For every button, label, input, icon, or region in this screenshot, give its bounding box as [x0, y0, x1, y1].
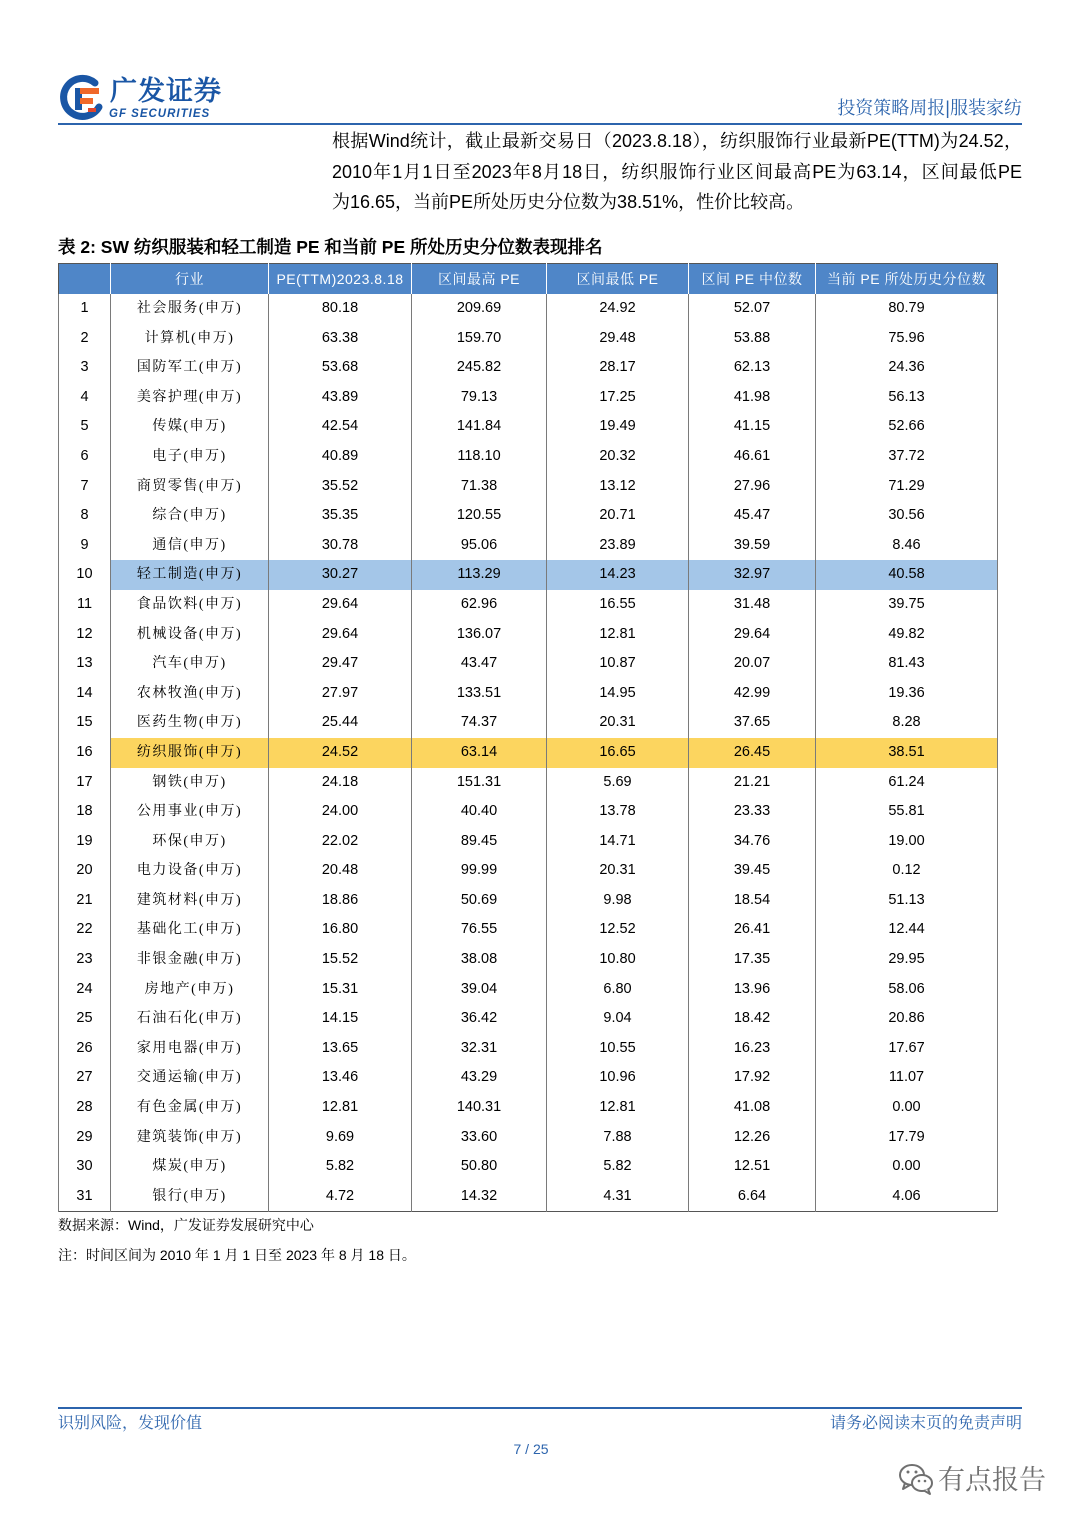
rank-cell: 24	[59, 975, 111, 1005]
table-row	[59, 383, 998, 413]
pe-ttm-cell: 30.27	[269, 560, 412, 590]
footer-divider	[58, 1407, 1022, 1409]
footer-disclaimer: 请务必阅读末页的免责声明	[829, 1415, 1022, 1432]
pe-max-cell: 71.38	[412, 472, 547, 502]
pe-min-cell: 16.65	[547, 738, 689, 768]
rank-cell: 25	[59, 1004, 111, 1034]
pe-max-cell: 89.45	[412, 827, 547, 857]
pe-median-cell: 21.21	[689, 768, 816, 798]
pe-max-cell: 99.99	[412, 856, 547, 886]
industry-cell: 交通运输(申万)	[111, 1063, 269, 1093]
table-row	[59, 590, 998, 620]
pe-min-cell: 16.55	[547, 590, 689, 620]
pe-ttm-cell: 29.64	[269, 590, 412, 620]
industry-cell: 食品饮料(申万)	[111, 590, 269, 620]
pe-ttm-cell: 43.89	[269, 383, 412, 413]
rank-cell: 17	[59, 768, 111, 798]
pe-median-cell: 27.96	[689, 472, 816, 502]
pe-ttm-cell: 25.44	[269, 708, 412, 738]
pe-median-cell: 41.08	[689, 1093, 816, 1123]
percentile-cell: 49.82	[816, 620, 998, 650]
percentile-cell: 40.58	[816, 560, 998, 590]
table-row	[59, 560, 998, 590]
page-number: 7 / 25	[513, 1441, 549, 1457]
industry-cell: 电力设备(申万)	[111, 856, 269, 886]
rank-cell: 9	[59, 531, 111, 561]
rank-cell: 23	[59, 945, 111, 975]
percentile-cell: 55.81	[816, 797, 998, 827]
table-notes	[58, 1210, 416, 1270]
percentile-cell: 24.36	[816, 353, 998, 383]
pe-min-cell: 20.31	[547, 856, 689, 886]
pe-median-cell: 45.47	[689, 501, 816, 531]
rank-cell: 27	[59, 1063, 111, 1093]
table-row	[59, 915, 998, 945]
pe-max-cell: 50.69	[412, 886, 547, 916]
pe-min-cell: 14.71	[547, 827, 689, 857]
percentile-cell: 80.79	[816, 294, 998, 324]
percentile-cell: 39.75	[816, 590, 998, 620]
data-source-note: 数据来源：Wind，广发证券发展研究中心	[58, 1217, 314, 1233]
pe-median-cell: 37.65	[689, 708, 816, 738]
industry-cell: 石油石化(申万)	[111, 1004, 269, 1034]
industry-cell: 计算机(申万)	[111, 324, 269, 354]
table-row	[59, 649, 998, 679]
table-row	[59, 945, 998, 975]
percentile-cell: 61.24	[816, 768, 998, 798]
pe-max-cell: 159.70	[412, 324, 547, 354]
table-row	[59, 856, 998, 886]
table-body	[59, 294, 998, 1212]
pe-max-cell: 76.55	[412, 915, 547, 945]
pe-min-cell: 14.95	[547, 679, 689, 709]
percentile-cell: 81.43	[816, 649, 998, 679]
rank-cell: 13	[59, 649, 111, 679]
pe-median-cell: 52.07	[689, 294, 816, 324]
pe-ttm-cell: 24.52	[269, 738, 412, 768]
pe-ttm-cell: 29.64	[269, 620, 412, 650]
pe-ttm-cell: 24.00	[269, 797, 412, 827]
body-paragraph-line: 2010年1月1日至2023年8月18日，纺织服饰行业区间最高PE为63.14，区间最低PE	[332, 161, 1022, 182]
table-row	[59, 1063, 998, 1093]
industry-cell: 纺织服饰(申万)	[111, 738, 269, 768]
industry-cell: 美容护理(申万)	[111, 383, 269, 413]
industry-cell: 电子(申万)	[111, 442, 269, 472]
pe-min-cell: 14.23	[547, 560, 689, 590]
pe-max-cell: 62.96	[412, 590, 547, 620]
rank-cell: 22	[59, 915, 111, 945]
pe-median-cell: 18.42	[689, 1004, 816, 1034]
industry-cell: 基础化工(申万)	[111, 915, 269, 945]
pe-ttm-cell: 40.89	[269, 442, 412, 472]
pe-max-cell: 133.51	[412, 679, 547, 709]
pe-median-cell: 26.45	[689, 738, 816, 768]
pe-ttm-cell: 12.81	[269, 1093, 412, 1123]
pe-ttm-cell: 15.31	[269, 975, 412, 1005]
watermark-text: 有点报告	[938, 1465, 1046, 1495]
percentile-cell: 30.56	[816, 501, 998, 531]
rank-cell: 7	[59, 472, 111, 502]
pe-median-cell: 18.54	[689, 886, 816, 916]
pe-max-cell: 118.10	[412, 442, 547, 472]
pe-median-cell: 23.33	[689, 797, 816, 827]
pe-max-cell: 245.82	[412, 353, 547, 383]
pe-ttm-cell: 13.65	[269, 1034, 412, 1064]
table-row	[59, 975, 998, 1005]
pe-max-cell: 74.37	[412, 708, 547, 738]
pe-min-cell: 7.88	[547, 1123, 689, 1153]
pe-min-header-cell: 区间最低 PE	[547, 264, 689, 295]
industry-cell: 银行(申万)	[111, 1182, 269, 1212]
table-row	[59, 1152, 998, 1182]
percentile-cell: 58.06	[816, 975, 998, 1005]
table-row	[59, 1034, 998, 1064]
wechat-icon	[898, 1462, 934, 1496]
pe-median-cell: 20.07	[689, 649, 816, 679]
rank-cell: 3	[59, 353, 111, 383]
pe-max-cell: 40.40	[412, 797, 547, 827]
table-row	[59, 412, 998, 442]
rank-cell: 26	[59, 1034, 111, 1064]
pe-ttm-header-cell: PE(TTM)2023.8.18	[269, 264, 412, 295]
pe-median-cell: 39.45	[689, 856, 816, 886]
pe-min-cell: 5.69	[547, 768, 689, 798]
rank-cell: 16	[59, 738, 111, 768]
rank-cell: 14	[59, 679, 111, 709]
table-row	[59, 353, 998, 383]
pe-ttm-cell: 5.82	[269, 1152, 412, 1182]
table-row	[59, 886, 998, 916]
rank-cell: 30	[59, 1152, 111, 1182]
rank-cell: 31	[59, 1182, 111, 1212]
pe-median-header-cell: 区间 PE 中位数	[689, 264, 816, 295]
industry-cell: 有色金属(申万)	[111, 1093, 269, 1123]
table-row	[59, 827, 998, 857]
pe-max-cell: 151.31	[412, 768, 547, 798]
pe-min-cell: 5.82	[547, 1152, 689, 1182]
table-row	[59, 679, 998, 709]
percentile-cell: 20.86	[816, 1004, 998, 1034]
logo-name-cn: 广发证券	[110, 76, 222, 106]
industry-cell: 医药生物(申万)	[111, 708, 269, 738]
percentile-cell: 38.51	[816, 738, 998, 768]
percentile-cell: 56.13	[816, 383, 998, 413]
rank-cell: 19	[59, 827, 111, 857]
pe-ttm-cell: 15.52	[269, 945, 412, 975]
pe-median-cell: 39.59	[689, 531, 816, 561]
pe-median-cell: 17.35	[689, 945, 816, 975]
pe-ttm-cell: 24.18	[269, 768, 412, 798]
pe-min-cell: 12.81	[547, 1093, 689, 1123]
pe-median-cell: 17.92	[689, 1063, 816, 1093]
industry-cell: 汽车(申万)	[111, 649, 269, 679]
table-row	[59, 1093, 998, 1123]
pe-ttm-cell: 80.18	[269, 294, 412, 324]
industry-cell: 家用电器(申万)	[111, 1034, 269, 1064]
percentile-cell: 19.00	[816, 827, 998, 857]
industry-cell: 国防军工(申万)	[111, 353, 269, 383]
pe-median-cell: 12.51	[689, 1152, 816, 1182]
table-row	[59, 294, 998, 324]
table-header-row	[59, 264, 998, 295]
percentile-cell: 11.07	[816, 1063, 998, 1093]
pe-max-cell: 50.80	[412, 1152, 547, 1182]
pe-ttm-cell: 18.86	[269, 886, 412, 916]
table-row	[59, 708, 998, 738]
pe-ranking-table	[58, 263, 998, 1212]
pe-min-cell: 9.98	[547, 886, 689, 916]
industry-cell: 通信(申万)	[111, 531, 269, 561]
rank-cell: 6	[59, 442, 111, 472]
pe-median-cell: 16.23	[689, 1034, 816, 1064]
table-row	[59, 501, 998, 531]
pe-ttm-cell: 53.68	[269, 353, 412, 383]
pe-ttm-cell: 27.97	[269, 679, 412, 709]
pe-min-cell: 9.04	[547, 1004, 689, 1034]
pe-ttm-cell: 4.72	[269, 1182, 412, 1212]
company-logo	[58, 74, 233, 124]
rank-header-cell	[59, 264, 111, 295]
industry-header-cell: 行业	[111, 264, 269, 295]
pe-median-cell: 42.99	[689, 679, 816, 709]
rank-cell: 5	[59, 412, 111, 442]
body-paragraph-line: 为16.65，当前PE所处历史分位数为38.51%，性价比较高。	[332, 192, 805, 212]
table-row	[59, 738, 998, 768]
pe-ttm-cell: 35.35	[269, 501, 412, 531]
table-row	[59, 531, 998, 561]
pe-median-cell: 31.48	[689, 590, 816, 620]
pe-median-cell: 53.88	[689, 324, 816, 354]
rank-cell: 8	[59, 501, 111, 531]
industry-cell: 非银金融(申万)	[111, 945, 269, 975]
body-paragraph	[332, 126, 1022, 218]
pe-ttm-cell: 16.80	[269, 915, 412, 945]
percentile-cell: 4.06	[816, 1182, 998, 1212]
pe-median-cell: 46.61	[689, 442, 816, 472]
industry-cell: 农林牧渔(申万)	[111, 679, 269, 709]
table-header	[59, 264, 998, 295]
pe-median-cell: 26.41	[689, 915, 816, 945]
pe-min-cell: 24.92	[547, 294, 689, 324]
pe-ttm-cell: 35.52	[269, 472, 412, 502]
pe-min-cell: 28.17	[547, 353, 689, 383]
table-row	[59, 1123, 998, 1153]
pe-min-cell: 17.25	[547, 383, 689, 413]
pe-max-cell: 141.84	[412, 412, 547, 442]
industry-cell: 综合(申万)	[111, 501, 269, 531]
pe-ttm-cell: 22.02	[269, 827, 412, 857]
table-row	[59, 472, 998, 502]
industry-cell: 房地产(申万)	[111, 975, 269, 1005]
pe-min-cell: 23.89	[547, 531, 689, 561]
pe-min-cell: 12.81	[547, 620, 689, 650]
table-row	[59, 1004, 998, 1034]
pe-max-cell: 136.07	[412, 620, 547, 650]
percentile-cell: 8.28	[816, 708, 998, 738]
rank-cell: 28	[59, 1093, 111, 1123]
industry-cell: 建筑装饰(申万)	[111, 1123, 269, 1153]
pe-max-cell: 113.29	[412, 560, 547, 590]
pe-min-cell: 20.32	[547, 442, 689, 472]
pe-min-cell: 13.78	[547, 797, 689, 827]
industry-cell: 公用事业(申万)	[111, 797, 269, 827]
rank-cell: 2	[59, 324, 111, 354]
header-divider	[58, 123, 1022, 125]
pe-max-cell: 32.31	[412, 1034, 547, 1064]
pe-min-cell: 10.80	[547, 945, 689, 975]
percentile-cell: 37.72	[816, 442, 998, 472]
pe-max-cell: 63.14	[412, 738, 547, 768]
rank-cell: 12	[59, 620, 111, 650]
percentile-cell: 8.46	[816, 531, 998, 561]
pe-median-cell: 32.97	[689, 560, 816, 590]
pe-median-cell: 34.76	[689, 827, 816, 857]
percentile-header-cell: 当前 PE 所处历史分位数	[816, 264, 998, 295]
table-row	[59, 797, 998, 827]
pe-median-cell: 29.64	[689, 620, 816, 650]
percentile-cell: 19.36	[816, 679, 998, 709]
percentile-cell: 51.13	[816, 886, 998, 916]
table-row	[59, 324, 998, 354]
percentile-cell: 12.44	[816, 915, 998, 945]
pe-ttm-cell: 42.54	[269, 412, 412, 442]
percentile-cell: 75.96	[816, 324, 998, 354]
rank-cell: 15	[59, 708, 111, 738]
percentile-cell: 29.95	[816, 945, 998, 975]
logo-name-en: GF SECURITIES	[109, 108, 211, 120]
rank-cell: 18	[59, 797, 111, 827]
rank-cell: 20	[59, 856, 111, 886]
pe-max-cell: 43.29	[412, 1063, 547, 1093]
industry-cell: 商贸零售(申万)	[111, 472, 269, 502]
pe-ttm-cell: 29.47	[269, 649, 412, 679]
industry-cell: 传媒(申万)	[111, 412, 269, 442]
percentile-cell: 17.67	[816, 1034, 998, 1064]
pe-min-cell: 29.48	[547, 324, 689, 354]
pe-max-header-cell: 区间最高 PE	[412, 264, 547, 295]
rank-cell: 11	[59, 590, 111, 620]
pe-max-cell: 120.55	[412, 501, 547, 531]
rank-cell: 1	[59, 294, 111, 324]
table-row	[59, 1182, 998, 1212]
pe-max-cell: 79.13	[412, 383, 547, 413]
industry-cell: 建筑材料(申万)	[111, 886, 269, 916]
pe-max-cell: 33.60	[412, 1123, 547, 1153]
rank-cell: 21	[59, 886, 111, 916]
pe-min-cell: 19.49	[547, 412, 689, 442]
table-row	[59, 768, 998, 798]
percentile-cell: 0.00	[816, 1093, 998, 1123]
report-type-label: 投资策略周报|服装家纺	[837, 98, 1022, 118]
pe-ttm-cell: 9.69	[269, 1123, 412, 1153]
rank-cell: 10	[59, 560, 111, 590]
industry-cell: 环保(申万)	[111, 827, 269, 857]
pe-median-cell: 41.98	[689, 383, 816, 413]
pe-median-cell: 62.13	[689, 353, 816, 383]
pe-min-cell: 4.31	[547, 1182, 689, 1212]
pe-min-cell: 10.96	[547, 1063, 689, 1093]
percentile-cell: 52.66	[816, 412, 998, 442]
percentile-cell: 0.00	[816, 1152, 998, 1182]
pe-median-cell: 12.26	[689, 1123, 816, 1153]
industry-cell: 钢铁(申万)	[111, 768, 269, 798]
footer-slogan: 识别风险，发现价值	[58, 1415, 203, 1432]
table-row	[59, 620, 998, 650]
pe-min-cell: 10.87	[547, 649, 689, 679]
pe-min-cell: 20.31	[547, 708, 689, 738]
pe-min-cell: 6.80	[547, 975, 689, 1005]
gf-logo-mark-icon	[58, 74, 106, 122]
pe-max-cell: 39.04	[412, 975, 547, 1005]
industry-cell: 机械设备(申万)	[111, 620, 269, 650]
industry-cell: 社会服务(申万)	[111, 294, 269, 324]
pe-max-cell: 140.31	[412, 1093, 547, 1123]
pe-ttm-cell: 14.15	[269, 1004, 412, 1034]
percentile-cell: 0.12	[816, 856, 998, 886]
pe-median-cell: 6.64	[689, 1182, 816, 1212]
pe-ttm-cell: 13.46	[269, 1063, 412, 1093]
pe-min-cell: 12.52	[547, 915, 689, 945]
rank-cell: 4	[59, 383, 111, 413]
pe-min-cell: 20.71	[547, 501, 689, 531]
pe-median-cell: 13.96	[689, 975, 816, 1005]
industry-cell: 轻工制造(申万)	[111, 560, 269, 590]
pe-min-cell: 13.12	[547, 472, 689, 502]
pe-median-cell: 41.15	[689, 412, 816, 442]
pe-ttm-cell: 30.78	[269, 531, 412, 561]
industry-cell: 煤炭(申万)	[111, 1152, 269, 1182]
pe-min-cell: 10.55	[547, 1034, 689, 1064]
body-paragraph-line: 根据Wind统计，截止最新交易日（2023.8.18），纺织服饰行业最新PE(TTM)为24.52，	[332, 131, 1022, 151]
table-row	[59, 442, 998, 472]
pe-max-cell: 43.47	[412, 649, 547, 679]
pe-ttm-cell: 63.38	[269, 324, 412, 354]
pe-max-cell: 209.69	[412, 294, 547, 324]
percentile-cell: 71.29	[816, 472, 998, 502]
time-range-note: 注：时间区间为 2010 年 1 月 1 日至 2023 年 8 月 18 日。	[58, 1247, 416, 1263]
percentile-cell: 17.79	[816, 1123, 998, 1153]
pe-max-cell: 95.06	[412, 531, 547, 561]
pe-max-cell: 38.08	[412, 945, 547, 975]
rank-cell: 29	[59, 1123, 111, 1153]
table-title: 表 2: SW 纺织服装和轻工制造 PE 和当前 PE 所处历史分位数表现排名	[58, 237, 603, 257]
pe-ttm-cell: 20.48	[269, 856, 412, 886]
pe-max-cell: 36.42	[412, 1004, 547, 1034]
pe-max-cell: 14.32	[412, 1182, 547, 1212]
